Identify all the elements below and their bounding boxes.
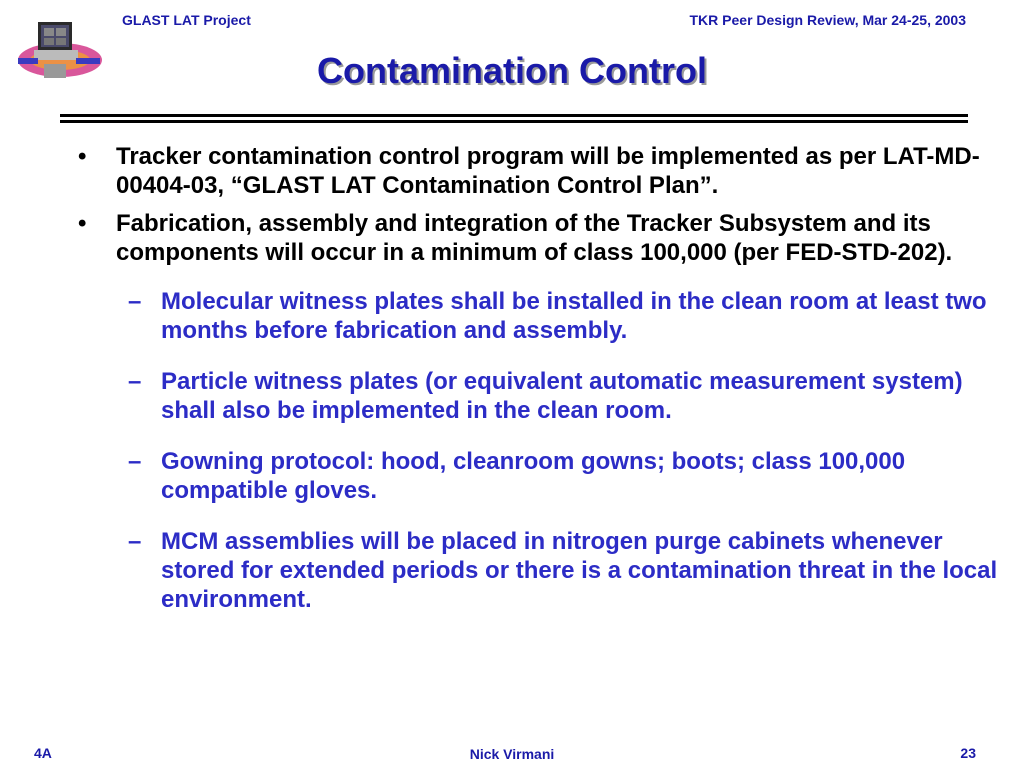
bullet-text: Tracker contamination control program will be implemented as per LAT-MD-00404-03, “GLAST LAT Contamination Control Plan”.	[116, 143, 980, 199]
bullet-text: Fabrication, assembly and integration of the Tracker Subsystem and its components will occur in a minimum of class 100,000 (per FED-STD-202).	[116, 210, 953, 266]
bullet-contamination-program	[78, 142, 998, 200]
footer-section-label: 4A	[34, 745, 52, 761]
slide-body	[78, 142, 998, 636]
footer-page-number: 23	[960, 745, 976, 761]
sub-bullet-text: MCM assemblies will be placed in nitrogen purge cabinets whenever stored for extended periods or there is a contamination threat in the local environment.	[161, 528, 998, 613]
sub-bullet-marker: –	[128, 368, 142, 395]
bullet-marker: •	[78, 143, 87, 170]
sub-bullet-mcm-storage	[78, 527, 998, 614]
footer-presenter-name: Nick Virmani	[469, 746, 555, 762]
sub-bullet-text: Particle witness plates (or equivalent automatic measurement system) shall also be implemented in the clean room.	[161, 368, 963, 424]
title-divider-bottom	[60, 120, 968, 123]
sub-bullet-molecular-plates	[78, 287, 998, 345]
sub-bullet-marker: –	[128, 448, 142, 475]
sub-bullet-marker: –	[128, 288, 142, 315]
bullet-fabrication-class	[78, 209, 998, 267]
slide-title: Contamination Control	[317, 50, 707, 91]
title-divider-top	[60, 114, 968, 117]
header-project-label: GLAST LAT Project	[122, 12, 251, 28]
sub-bullet-gowning-protocol	[78, 447, 998, 505]
sub-bullet-particle-plates	[78, 367, 998, 425]
bullet-marker: •	[78, 210, 87, 237]
header-review-label: TKR Peer Design Review, Mar 24-25, 2003	[689, 12, 966, 28]
sub-bullet-text: Gowning protocol: hood, cleanroom gowns; boots; class 100,000 compatible gloves.	[161, 448, 906, 504]
sub-bullet-marker: –	[128, 528, 142, 555]
sub-bullet-text: Molecular witness plates shall be installed in the clean room at least two months before fabrication and assembly.	[161, 288, 987, 344]
